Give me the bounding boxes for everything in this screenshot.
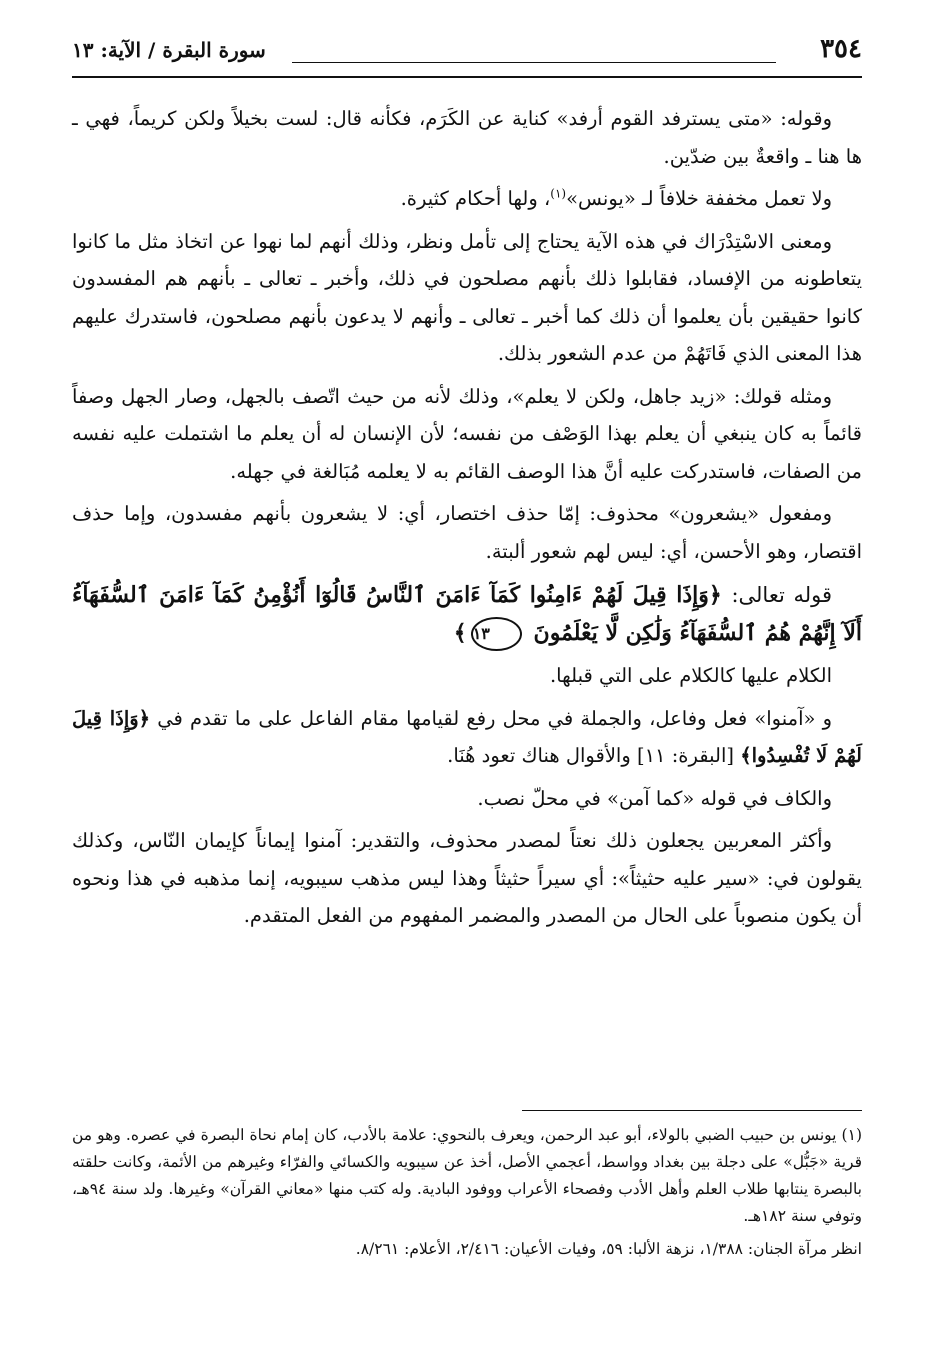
paragraph-1: وقوله: «متى يسترفد القوم أرفد» كناية عن الكَرَم، فكأنه قال: لست بخيلاً ولكن كريماً، فهي ـ ها هنا ـ واقعةٌ بين ضدّين.: [72, 107, 862, 168]
quran-verse: [72, 576, 862, 652]
paragraph-7-text: و «آمنوا» فعل وفاعل، والجملة في محل رفع لقيامها مقام الفاعل على ما تقدم في: [157, 706, 833, 730]
footnote-ref-1[interactable]: (١): [550, 186, 567, 201]
paragraph-6: الكلام عليها كالكلام على التي قبلها.: [549, 664, 832, 687]
ayah-number-marker: ١٣: [471, 617, 522, 651]
paragraph-4: ومثله قولك: «زيد جاهل، ولكن لا يعلم»، وذلك لأنه من حيث اتّصف بالجهل، وصار الجهل وصفاً قائماً به كان ينبغي أن يعلم بهذا الوَصْف من نفسه؛ لأن الإنسان له أن يعلم ما اشتملت عليه نفسه من الصفات، فاستدركت عليه أنَّ هذا الوصف القائم به لا يعلمه مُبَالغة في جهله.: [72, 384, 862, 483]
book-page: [72, 30, 862, 1340]
paragraph-2-text: ولا تعمل مخففة خلافاً لـ «يونس»: [566, 187, 832, 210]
paragraph-8: والكاف في قوله «كما آمن» في محلّ نصب.: [477, 786, 832, 810]
main-text: [72, 100, 862, 935]
paragraph-2-tail: ، ولها أحكام كثيرة.: [400, 187, 551, 210]
page-header: [72, 30, 862, 78]
page-number: ٣٥٤: [820, 34, 862, 64]
footnote-1-marker: (١): [841, 1126, 862, 1144]
paragraph-7: [72, 700, 862, 775]
footnote-1-references: انظر مرآة الجنان: ١/٣٨٨، نزهة الألبا: ٥٩، وفيات الأعيان: ٢/٤١٦، الأعلام: ٨/٢٦١.: [355, 1240, 862, 1258]
footnote-1-text: يونس بن حبيب الضبي بالولاء، أبو عبد الرحمن، ويعرف بالنحوي: علامة بالأدب، كان إمام نحاة البصرة في عصره. وهو من قرية «جَبُّل» على دجلة بين بغداد وواسط، أعجمي الأصل، أخذ عن سيبويه والكسائي والفرّاء وغيرهم من الأئمة، وكانت حلقته بالبصرة ينتابها طلاب العلم وأهل الأدب وفصحاء الأعراب ووفود البادية. وله كتب منها «معاني القرآن» وغيرها. ولد سنة ٩٤هـ، وتوفي سنة ١٨٢هـ.: [72, 1126, 862, 1225]
running-title: سورة البقرة / الآية: ١٣: [72, 38, 266, 62]
paragraph-7-quran-quote: ﴿وَإِذَا قِيلَ لَهُمْ لَا تُفْسِدُوا﴾: [72, 706, 862, 767]
paragraph-5: ومفعول «يشعرون» محذوف: إمّا حذف اختصار، أي: لا يشعرون بأنهم مفسدون، وإما حذف اقتصار، وهو الأحسن، أي: ليس لهم شعور ألبتة.: [72, 502, 862, 563]
footnote-1: [72, 1122, 862, 1230]
paragraph-9: وأكثر المعربين يجعلون ذلك نعتاً لمصدر محذوف، والتقدير: آمنوا إيماناً كإيمان النّاس، وكذلك يقولون في: «سير عليه حثيثاً»: أي سيراً حثيثاً وهذا ليس مذهب سيبويه، إنما مذهبه في هذا ونحوه أن يكون منصوباً على الحال من المصدر والمضمر المفهوم من الفعل المتقدم.: [72, 829, 862, 927]
paragraph-3: ومعنى الاسْتِدْرَاك في هذه الآية يحتاج إلى تأمل ونظر، وذلك أنهم لما نهوا عن اتخاذ مثل ما كانوا يتعاطونه من الإفساد، فقابلوا ذلك بأنهم مصلحون في ذلك، وأخبر ـ تعالى ـ بأنهم هم المفسدون كانوا حقيقين بأن يعلموا أن ذلك كما أخبر ـ تعالى ـ وأنهم لا يدعون بأنهم مصلحون، فاستدرك عليهم هذا المعنى الذي فَاتَهُمْ من عدم الشعور بذلك.: [72, 229, 862, 365]
footnotes: [72, 1122, 862, 1263]
verse-lead: قوله تعالى:: [731, 583, 832, 607]
verse-close-bracket: ﴾: [453, 620, 467, 646]
paragraph-7-tail: [البقرة: ١١] والأقوال هناك تعود هُنَا.: [447, 744, 734, 767]
verse-text: ﴿وَإِذَا قِيلَ لَهُمْ ءَامِنُوا كَمَآ ءَامَنَ ٱلنَّاسُ قَالُوٓا أَنُؤْمِنُ كَمَآ ءَامَنَ ٱلسُّفَهَآءُ أَلَآ إِنَّهُمْ هُمُ ٱلسُّفَهَآءُ وَلَٰكِن لَّا يَعْلَمُونَ: [72, 582, 862, 646]
footnote-separator: [522, 1110, 862, 1111]
paragraph-2: [72, 180, 862, 218]
header-rule: [292, 62, 776, 63]
